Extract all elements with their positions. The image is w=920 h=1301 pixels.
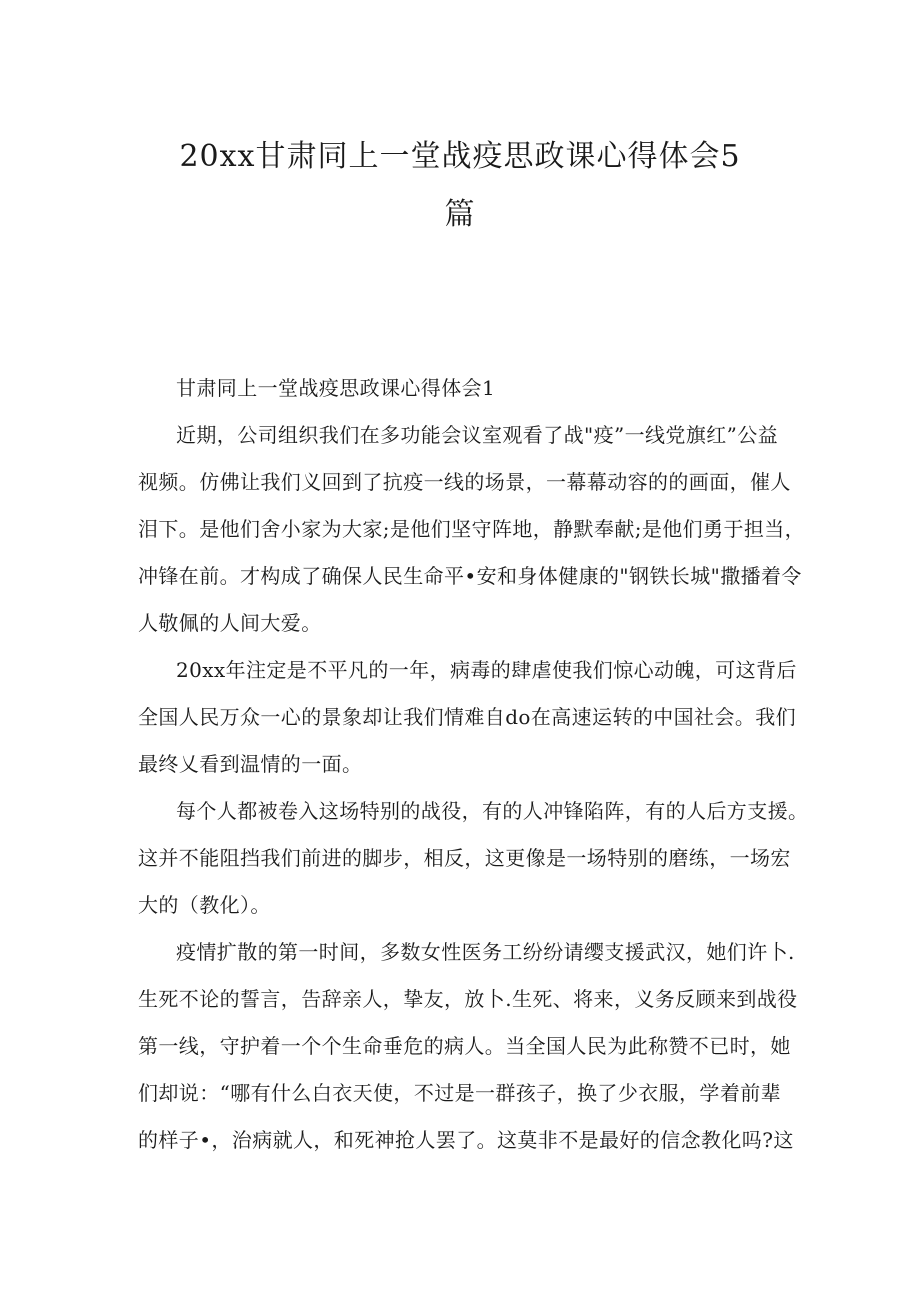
paragraph-line: 全国人民万众一心的景象却让我们情难自do在高速运转的中国社会。我们 [138, 705, 797, 729]
paragraph-line: 每个人都被卷入这场特别的战役，有的人冲锋陷阵，有的人后方支援。 [176, 799, 809, 823]
paragraph-line: 大的（教化）。 [138, 893, 271, 917]
title-line-1: 20xx甘肃同上一堂战疫思政课心得体会5 [179, 139, 741, 174]
paragraph-2 [138, 647, 797, 788]
paragraph-line: 视频。仿佛让我们义回到了抗疫一线的场景，一幕幕动容的的画面，催人 [138, 470, 791, 494]
document-title [140, 128, 780, 244]
paragraph-line: 冲锋在前。才构成了确保人民生命平•安和身体健康的"钢铁长城"撒播着令 [138, 564, 802, 588]
paragraph-line: 生死不论的誓言，告辞亲人，挚友，放卜.生死、将来，义务反顾来到战役 [138, 987, 798, 1011]
paragraph-line: 这并不能阻挡我们前进的脚步，相反，这更像是一场特别的磨练，一场宏 [138, 846, 791, 870]
paragraph-line: 20xx年注定是不平凡的一年，病毒的肆虐使我们惊心动魄，可这背后 [176, 658, 797, 682]
paragraph-line: 最终乂看到温情的一面。 [138, 752, 363, 776]
paragraph-line: 泪下。是他们舍小家为大家;是他们坚守阵地，静默奉献;是他们勇于担当， [138, 517, 806, 541]
paragraph-3 [138, 788, 809, 929]
paragraph-1 [138, 412, 806, 647]
paragraph-line: 疫情扩散的第一时间，多数女性医务工纷纷请缨支援武汉，她们许卜. [176, 940, 795, 964]
title-line-2: 篇 [444, 197, 476, 232]
paragraph-line: 人敬佩的人间大爱。 [138, 611, 322, 635]
paragraph-line: 们却说：“哪有什么白衣天使，不过是一群孩子，换了少衣服，学着前辈 [138, 1081, 782, 1105]
document-body [138, 365, 809, 1164]
paragraph-line: 近期，公司组织我们在多功能会议室观看了战"疫”一线党旗红”公益 [176, 423, 779, 447]
paragraph-4 [138, 929, 798, 1164]
paragraph-line: 的样子•，治病就人，和死神抢人罢了。这莫非不是最好的信念教化吗?这 [138, 1128, 794, 1152]
paragraph-line: 第一线，守护着一个个生命垂危的病人。当全国人民为此称赞不已时，她 [138, 1034, 791, 1058]
section-heading: 甘肃同上一堂战疫思政课心得体会1 [176, 376, 496, 400]
